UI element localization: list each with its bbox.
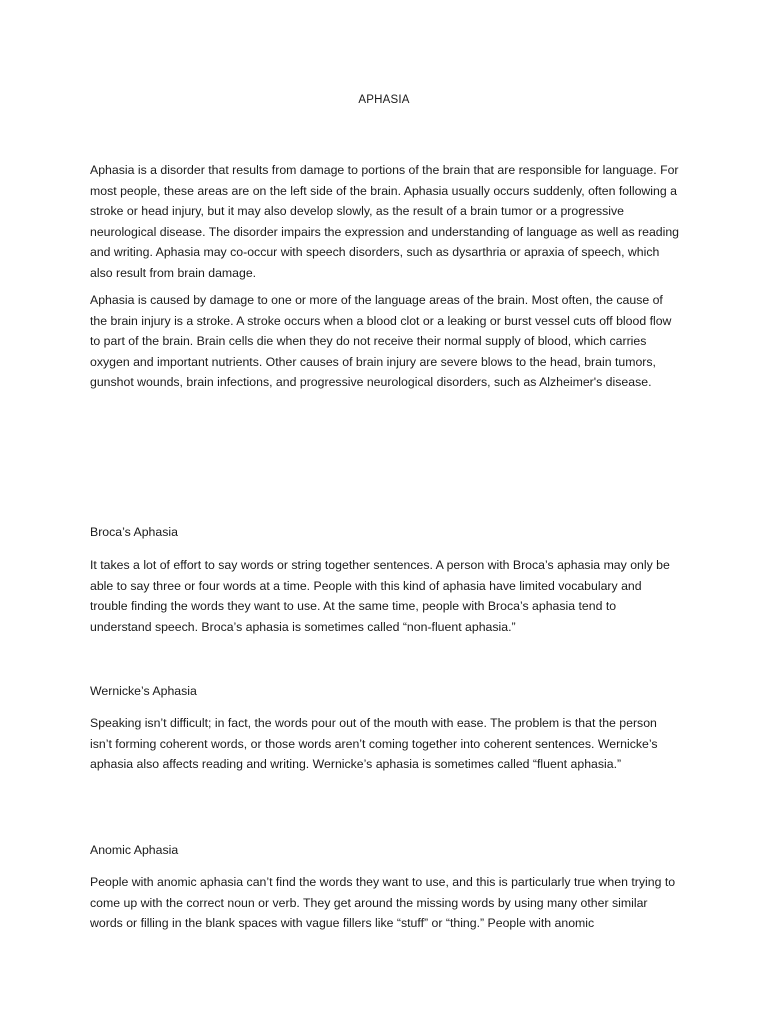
section-body-wernickes: Speaking isn’t difficult; in fact, the words pour out of the mouth with ease. The problem is that the person isn’t forming coherent words, or those words aren’t coming together into coherent sentences. Wernicke’s aphasia also affects reading and writing. Wernicke’s aphasia is sometimes called “fluent aphasia.”	[90, 716, 658, 772]
document-title: APHASIA	[358, 94, 410, 106]
section-body-anomic: People with anomic aphasia can’t find the words they want to use, and this is particularly true when trying to come up with the correct noun or verb. They get around the missing words by using many other similar words or filling in the blank spaces with vague fillers like “stuff” or “thing.” People with anomic	[90, 875, 676, 931]
section-heading-wernickes: Wernicke’s Aphasia	[90, 684, 197, 698]
section-heading-anomic: Anomic Aphasia	[90, 843, 179, 857]
intro-paragraph-1: Aphasia is a disorder that results from damage to portions of the brain that are responsible for language. For most people, these areas are on the left side of the brain. Aphasia usually occurs suddenly, often following a stroke or head injury, but it may also develop slowly, as the result of a brain tumor or a progressive neurological disease. The disorder impairs the expression and understanding of language as well as reading and writing. Aphasia may co-occur with speech disorders, such as dysarthria or apraxia of speech, which also result from brain damage.	[90, 163, 680, 280]
section-body-brocas: It takes a lot of effort to say words or string together sentences. A person with Broca’s aphasia may only be able to say three or four words at a time. People with this kind of aphasia have limited vocabulary and trouble finding the words they want to use. At the same time, people with Broca’s aphasia tend to understand speech. Broca’s aphasia is sometimes called “non-fluent aphasia.”	[90, 558, 670, 634]
intro-paragraph-2: Aphasia is caused by damage to one or more of the language areas of the brain. Most often, the cause of the brain injury is a stroke. A stroke occurs when a blood clot or a leaking or burst vessel cuts off blood flow to part of the brain. Brain cells die when they do not receive their normal supply of blood, which carries oxygen and important nutrients. Other causes of brain injury are severe blows to the head, brain tumors, gunshot wounds, brain infections, and progressive neurological disorders, such as Alzheimer's disease.	[90, 293, 672, 390]
section-heading-brocas: Broca’s Aphasia	[90, 525, 178, 539]
